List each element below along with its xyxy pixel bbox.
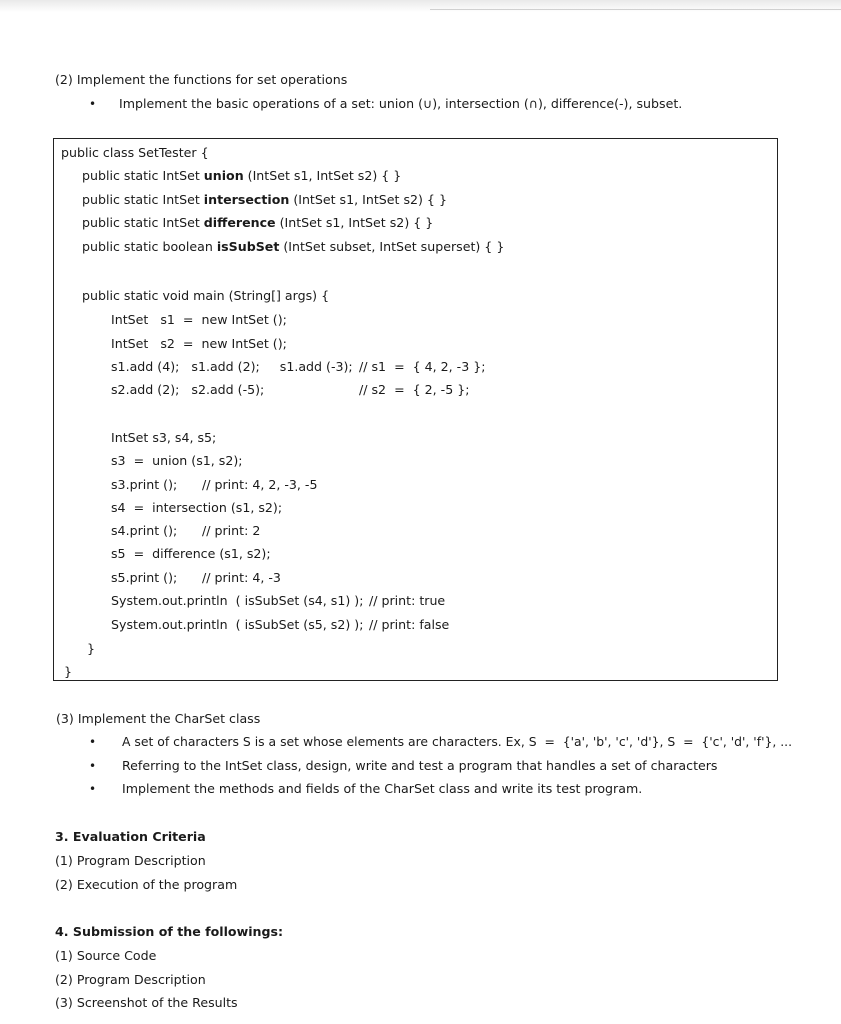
code-line: IntSet s3, s4, s5; [111,430,217,445]
submission-heading: 4. Submission of the followings: [55,924,284,939]
code-comment: // s2 = { 2, -5 }; [359,382,470,397]
code-method-issubset: public static boolean isSubSet (IntSet subset, IntSet superset) { } [82,239,505,254]
code-comment: // print: 4, 2, -3, -5 [202,477,318,492]
code-line: IntSet s2 = new IntSet (); [111,336,287,351]
code-line: IntSet s1 = new IntSet (); [111,312,287,327]
code-comment: // print: 2 [202,523,261,538]
bullet-icon: • [89,97,97,111]
evaluation-heading: 3. Evaluation Criteria [55,829,206,844]
section3-bullet: A set of characters S is a set whose elements are characters. Ex, S = {'a', 'b', 'c', 'd'}, S = {'c', 'd', 'f'}, ... [122,734,793,749]
section2-heading: (2) Implement the functions for set operations [55,72,348,87]
code-comment: // s1 = { 4, 2, -3 }; [359,359,486,374]
bullet-icon: • [89,759,97,773]
submission-item: (3) Screenshot of the Results [55,995,238,1010]
code-close-class: } [64,664,73,679]
code-class-decl: public class SetTester { [61,145,209,160]
code-comment: // print: 4, -3 [202,570,281,585]
scan-shadow [0,0,841,12]
section3-heading: (3) Implement the CharSet class [56,711,261,726]
code-method-difference: public static IntSet difference (IntSet s1, IntSet s2) { } [82,215,434,230]
code-line: s1.add (4); s1.add (2); s1.add (-3); [111,359,353,374]
code-method-intersection: public static IntSet intersection (IntSet s1, IntSet s2) { } [82,192,447,207]
code-comment: // print: false [369,617,450,632]
submission-item: (1) Source Code [55,948,157,963]
code-line: s4 = intersection (s1, s2); [111,500,283,515]
code-line: s3.print (); [111,477,178,492]
code-method-union: public static IntSet union (IntSet s1, IntSet s2) { } [82,168,402,183]
section3-bullet: Referring to the IntSet class, design, write and test a program that handles a set of characters [122,758,718,773]
section3-bullet: Implement the methods and fields of the CharSet class and write its test program. [122,781,643,796]
code-line: s5 = difference (s1, s2); [111,546,271,561]
code-line: s3 = union (s1, s2); [111,453,243,468]
code-line: s5.print (); [111,570,178,585]
scan-edge-line [430,9,841,10]
code-comment: // print: true [369,593,446,608]
code-line: s4.print (); [111,523,178,538]
bullet-icon: • [89,782,97,796]
bullet-icon: • [89,735,97,749]
code-close-main: } [87,641,96,656]
code-line: s2.add (2); s2.add (-5); [111,382,265,397]
evaluation-item: (2) Execution of the program [55,877,238,892]
section2-bullet: Implement the basic operations of a set: union (∪), intersection (∩), difference(-), subset. [119,96,683,111]
code-main-decl: public static void main (String[] args) { [82,288,330,303]
evaluation-item: (1) Program Description [55,853,206,868]
code-line: System.out.println ( isSubSet (s4, s1) ); [111,593,364,608]
code-line: System.out.println ( isSubSet (s5, s2) ); [111,617,364,632]
submission-item: (2) Program Description [55,972,206,987]
